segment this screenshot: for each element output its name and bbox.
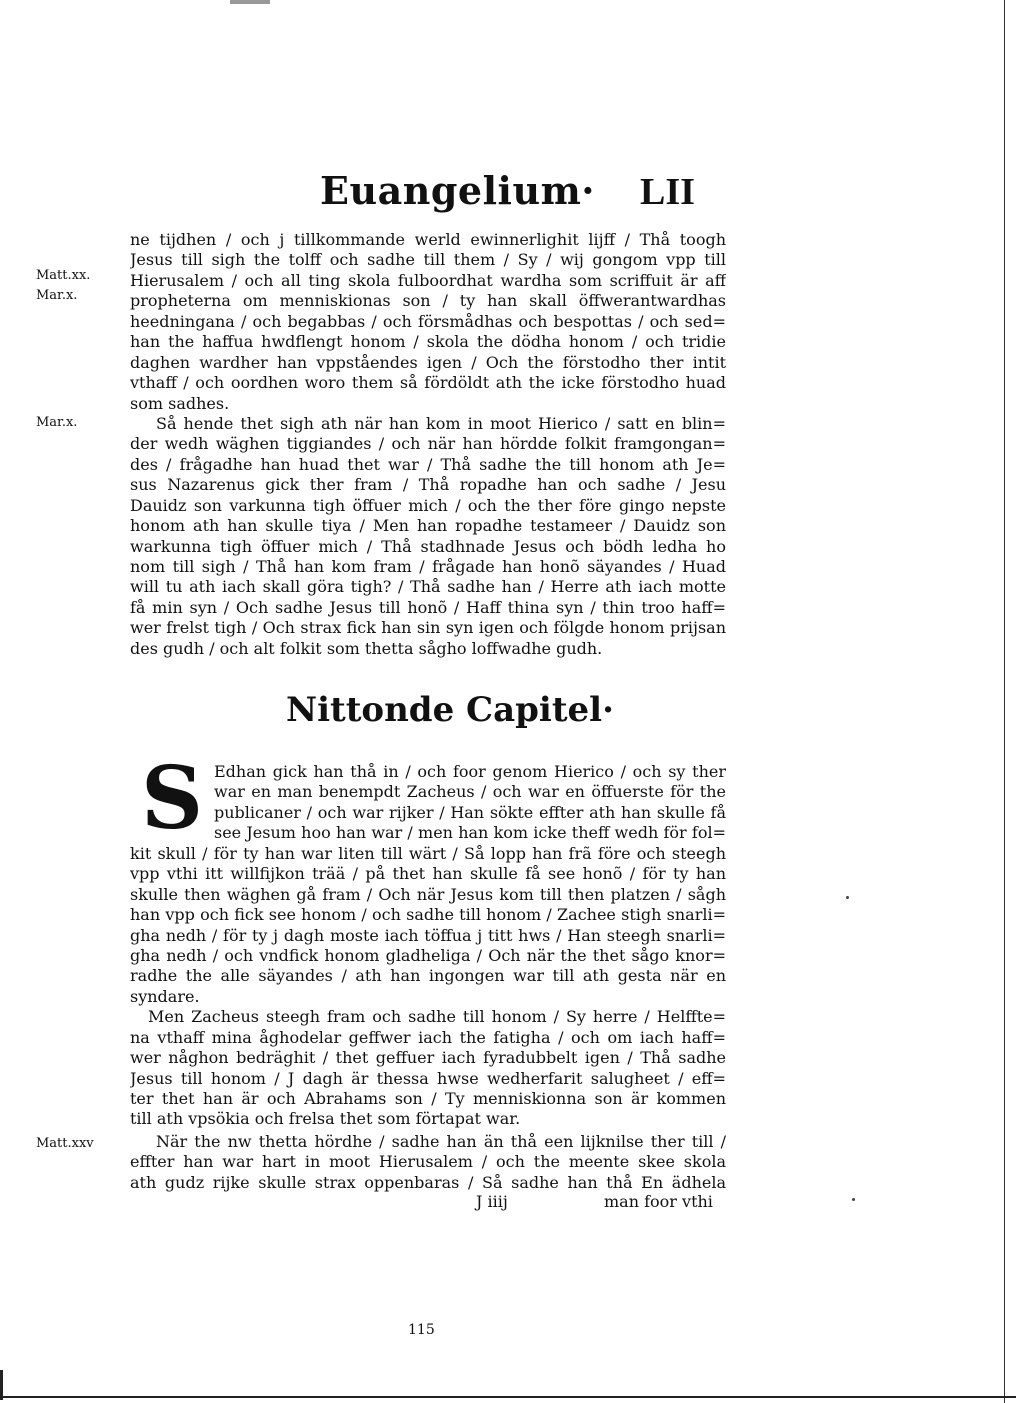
text-line: Så hende thet sigh ath när han kom in moot Hierico / satt en blin= — [156, 413, 726, 433]
chapter-heading: Nittonde Capitel· — [286, 690, 614, 730]
text-line: vpp vthi itt willfijkon trää / på thet han skulle få see honõ / för ty han — [130, 864, 726, 884]
text-line: gha nedh / för ty j dagh moste iach töffua j titt hws / Han steegh snarli= — [130, 925, 726, 945]
page-bottom-edge — [0, 1396, 1016, 1398]
text-line: war en man benempdt Zacheus / och war en öffuerste för the — [214, 782, 726, 802]
text-line: vthaff / och oordhen woro them så fördöldt ath the icke förstodho huad — [130, 373, 726, 393]
text-block-1 — [130, 230, 726, 659]
text-line: När the nw thetta hördhe / sadhe han än thå een lijknilse ther till / — [156, 1132, 726, 1151]
text-line: will tu ath iach skall göra tigh? / Thå sadhe han / Herre ath iach motte — [130, 577, 726, 597]
text-line: heedningana / och begabbas / och försmådhas och bespottas / och sed= — [130, 311, 726, 331]
ink-speck — [846, 896, 849, 899]
text-line: des / frågadhe han huad thet war / Thå sadhe the till honom ath Je= — [130, 454, 726, 474]
text-line: nom till sigh / Thå han kom fram / frågade han honõ säyandes / Huad — [130, 557, 726, 576]
text-line: till ath vpsökia och frelsa thet som förtapat war. — [130, 1109, 521, 1129]
text-line: propheterna om menniskionas son / ty han skall öffwerantwardhas — [130, 291, 726, 311]
text-line: Jesus till sigh the tolff och sadhe till them / Sy / wij gongom vpp till — [130, 250, 726, 270]
decorated-initial: S — [140, 748, 204, 849]
text-line: som sadhes. — [130, 393, 230, 413]
ink-speck — [852, 1198, 855, 1201]
text-block-3 — [130, 1132, 726, 1193]
margin-note: Mar.x. — [36, 288, 78, 303]
text-line: des gudh / och alt folkit som thetta sågho loffwadhe gudh. — [130, 638, 603, 658]
page-left-corner-mark — [0, 1370, 3, 1400]
text-line: Dauidz son varkunna tigh öffuer mich / och the ther före gingo nepste — [130, 495, 726, 515]
text-line: warkunna tigh öffuer mich / Thå stadhnade Jesus och bödh ledha ho — [130, 536, 726, 556]
text-line: publicaner / och war rijker / Han sökte effter ath han skulle få — [214, 802, 726, 822]
text-line: honom ath han skulle tiya / Men han ropadhe testameer / Dauidz son — [130, 516, 726, 536]
text-line: wer frelst tigh / Och strax fick han sin syn igen och fölgde honom prijsan — [130, 618, 726, 638]
text-line: wer någhon bedräghit / thet geffuer iach fyradubbelt igen / Thå sadhe — [130, 1048, 726, 1068]
running-head: Euangelium· — [320, 168, 596, 213]
text-line: få min syn / Och sadhe Jesus till honõ / Haff thina syn / thin troo haff= — [130, 597, 726, 617]
text-line: han the haffua hwdflengt honom / skola the dödha honom / och tridie — [130, 332, 726, 352]
text-line: effter han war hart in moot Hierusalem / och the meente skee skola — [130, 1152, 726, 1172]
text-line: ter thet han är och Abrahams son / Ty menniskionna son är kommen — [130, 1089, 726, 1108]
text-block-2 — [130, 762, 726, 1130]
margin-note: Mar.x. — [36, 415, 78, 430]
page-right-edge — [1004, 0, 1005, 1403]
text-line: Hierusalem / och all ting skola fulboordhat wardha som scriffuit är aff — [130, 270, 726, 290]
signature-mark: J iiij — [476, 1192, 508, 1211]
text-line: sus Nazarenus gick ther fram / Thå ropadhe han och sadhe / Jesu — [130, 475, 726, 495]
text-line: der wedh wäghen tiggiandes / och när han hördde folkit framgongan= — [130, 434, 726, 454]
text-line: daghen wardher han vppståendes igen / Och the förstodho ther intit — [130, 352, 726, 372]
text-line: na vthaff mina åghodelar geffwer iach the fatigha / och om iach haff= — [130, 1027, 726, 1047]
text-line: see Jesum hoo han war / men han kom icke theff wedh för fol= — [214, 823, 726, 843]
margin-note: Matt.xxv — [36, 1136, 94, 1151]
text-line: kit skull / för ty han war liten till wärt / Så lopp han frã före och steegh — [130, 843, 726, 863]
text-line: Jesus till honom / J dagh är thessa hwse wedherfarit salugheet / eff= — [130, 1068, 726, 1088]
page-top-smudge — [230, 0, 270, 4]
text-line: Edhan gick han thå in / och foor genom Hierico / och sy ther — [214, 762, 726, 781]
folio-number: LII — [640, 171, 695, 213]
text-line: syndare. — [130, 986, 200, 1006]
text-line: ne tijdhen / och j tillkommande werld ewinnerlighit lijff / Thå toogh — [130, 230, 726, 249]
text-line: han vpp och fick see honom / och sadhe till honom / Zachee stigh snarli= — [130, 905, 726, 925]
catchword: man foor vthi — [604, 1192, 713, 1211]
page-number: 115 — [408, 1322, 435, 1338]
text-line: radhe the alle säyandes / ath han ingongen war till ath gesta när en — [130, 966, 726, 986]
text-line: skulle then wäghen gå fram / Och när Jesus kom till then platzen / sågh — [130, 884, 726, 904]
text-line: ath gudz rijke skulle strax oppenbaras / Så sadhe han thå En ädhela — [130, 1172, 726, 1192]
text-line: Men Zacheus steegh fram och sadhe till honom / Sy herre / Helffte= — [148, 1007, 726, 1027]
text-line: gha nedh / och vndfick honom gladheliga / Och när the thet sågo knor= — [130, 945, 726, 965]
margin-note: Matt.xx. — [36, 268, 91, 283]
